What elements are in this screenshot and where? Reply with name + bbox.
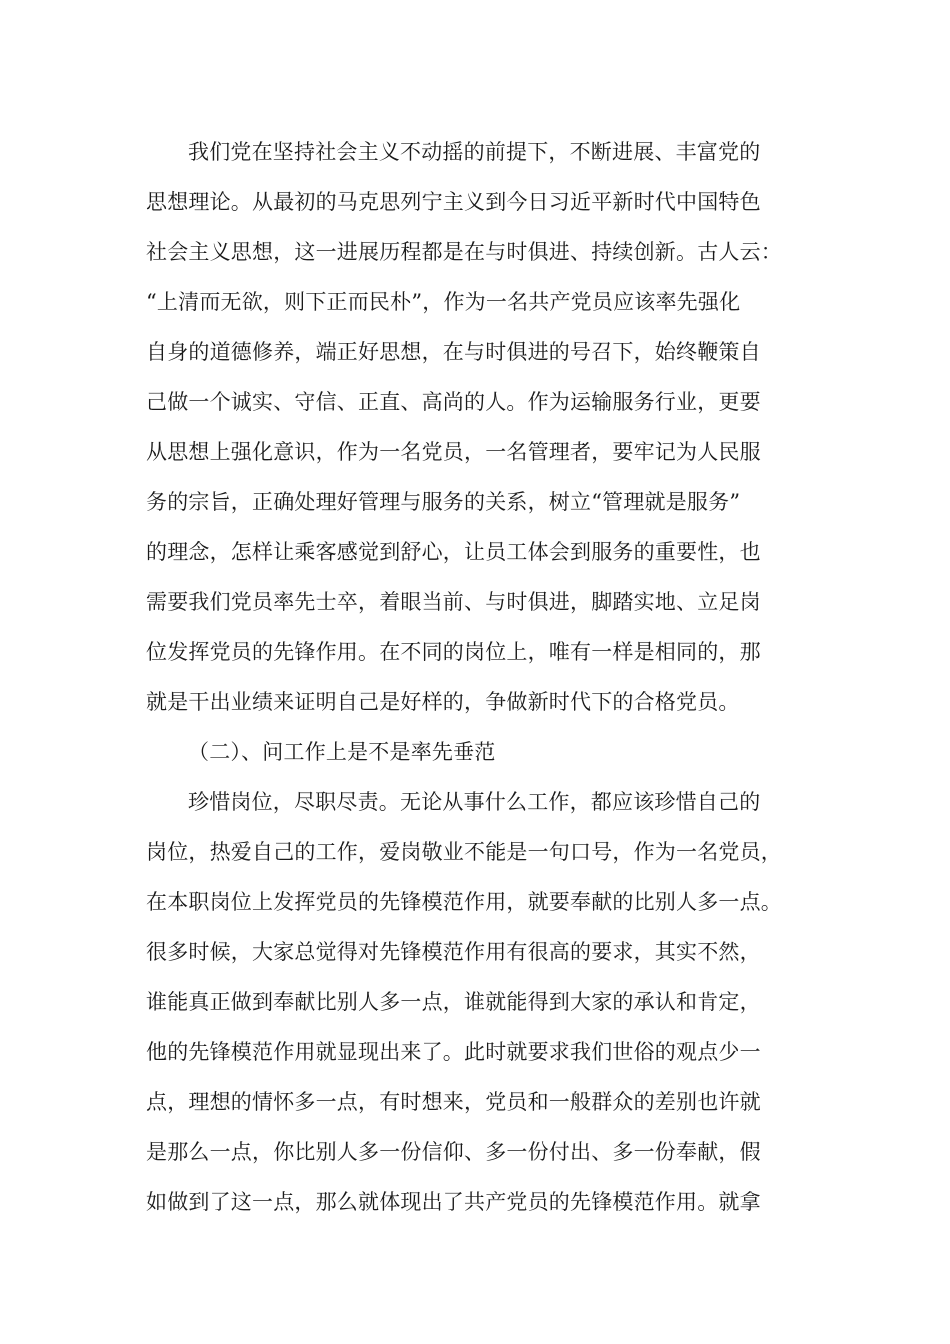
- text-line: “上清而无欲，则下正而民朴”，作为一名共产党员应该率先强化: [146, 290, 741, 314]
- text-line: 如做到了这一点，那么就体现出了共产党员的先锋模范作用。就拿: [146, 1190, 761, 1214]
- text-line: 谁能真正做到奉献比别人多一点，谁就能得到大家的承认和肯定，: [146, 990, 761, 1014]
- text-line: 的理念，怎样让乘客感觉到舒心，让员工体会到服务的重要性，也: [146, 540, 761, 564]
- text-line: 务的宗旨，正确处理好管理与服务的关系，树立“管理就是服务”: [146, 490, 741, 514]
- text-line: 从思想上强化意识，作为一名党员，一名管理者，要牢记为人民服: [146, 440, 761, 464]
- section-heading: （二）、问工作上是不是率先垂范: [188, 740, 496, 764]
- text-line: 己做一个诚实、守信、正直、高尚的人。作为运输服务行业，更要: [146, 390, 761, 414]
- text-line: 自身的道德修养，端正好思想，在与时俱进的号召下，始终鞭策自: [146, 340, 761, 364]
- text-line: 很多时候，大家总觉得对先锋模范作用有很高的要求，其实不然，: [146, 940, 761, 964]
- text-line: 点，理想的情怀多一点，有时想来，党员和一般群众的差别也许就: [146, 1090, 761, 1114]
- text-line: 就是干出业绩来证明自己是好样的，争做新时代下的合格党员。: [146, 690, 740, 714]
- text-line: 需要我们党员率先士卒，着眼当前、与时俱进，脚踏实地、立足岗: [146, 590, 761, 614]
- text-line: 位发挥党员的先锋作用。在不同的岗位上，唯有一样是相同的，那: [146, 640, 761, 664]
- text-line: 岗位，热爱自己的工作，爱岗敬业不能是一句口号，作为一名党员，: [146, 840, 782, 864]
- text-line: 他的先锋模范作用就显现出来了。此时就要求我们世俗的观点少一: [146, 1040, 761, 1064]
- text-line: 我们党在坚持社会主义不动摇的前提下，不断进展、丰富党的: [188, 140, 761, 164]
- text-line: 是那么一点，你比别人多一份信仰、多一份付出、多一份奉献，假: [146, 1140, 761, 1164]
- text-line: 珍惜岗位，尽职尽责。无论从事什么工作，都应该珍惜自己的: [188, 790, 761, 814]
- text-line: 在本职岗位上发挥党员的先锋模范作用，就要奉献的比别人多一点。: [146, 890, 782, 914]
- text-line: 思想理论。从最初的马克思列宁主义到今日习近平新时代中国特色: [146, 190, 761, 214]
- text-line: 社会主义思想，这一进展历程都是在与时俱进、持续创新。古人云：: [146, 240, 782, 264]
